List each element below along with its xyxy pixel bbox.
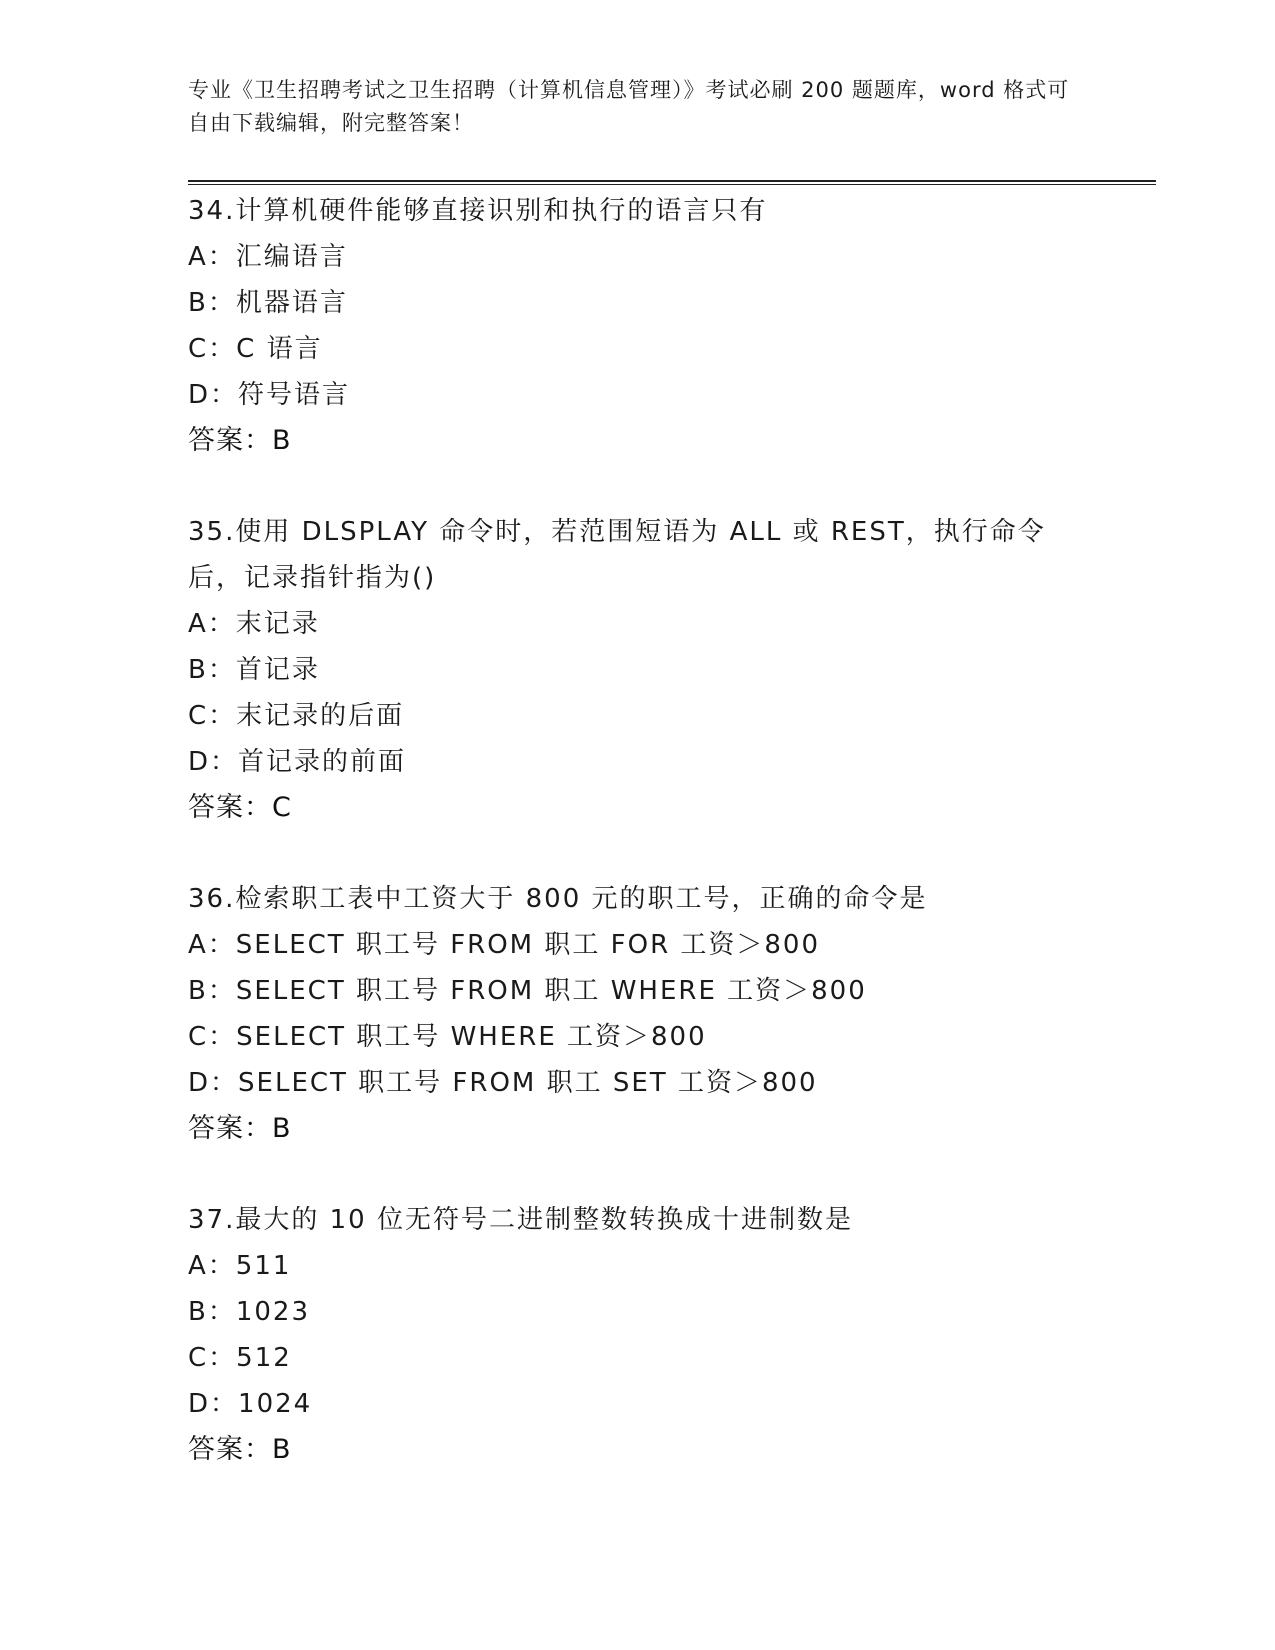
question-stem: 34.计算机硬件能够直接识别和执行的语言只有 bbox=[188, 196, 768, 226]
option-b: B：机器语言 bbox=[188, 288, 348, 318]
question-37 bbox=[188, 1197, 1088, 1473]
question-stem: 35.使用 DLSPLAY 命令时，若范围短语为 ALL 或 REST，执行命令后，记录指针指为() bbox=[188, 517, 1046, 593]
option-d: D：符号语言 bbox=[188, 380, 351, 410]
option-d: D：1024 bbox=[188, 1389, 313, 1419]
option-d: D：SELECT 职工号 FROM 职工 SET 工资＞800 bbox=[188, 1068, 818, 1098]
option-c: C：C 语言 bbox=[188, 334, 323, 364]
option-d: D：首记录的前面 bbox=[188, 747, 407, 777]
header-divider-thin bbox=[188, 184, 1156, 185]
answer-label: 答案：B bbox=[188, 1113, 292, 1144]
option-a: A：511 bbox=[188, 1251, 292, 1281]
question-35 bbox=[188, 509, 1088, 831]
option-a: A：汇编语言 bbox=[188, 242, 348, 272]
option-b: B：SELECT 职工号 FROM 职工 WHERE 工资＞800 bbox=[188, 976, 867, 1006]
option-b: B：1023 bbox=[188, 1297, 311, 1327]
option-a: A：末记录 bbox=[188, 609, 320, 639]
option-a: A：SELECT 职工号 FROM 职工 FOR 工资＞800 bbox=[188, 930, 821, 960]
document-header: 专业《卫生招聘考试之卫生招聘（计算机信息管理）》考试必刷 200 题题库，word 格式可自由下载编辑，附完整答案！ bbox=[188, 78, 1070, 135]
header-divider-thick bbox=[188, 180, 1156, 182]
question-stem: 36.检索职工表中工资大于 800 元的职工号，正确的命令是 bbox=[188, 884, 928, 914]
question-34 bbox=[188, 188, 1088, 464]
option-c: C：SELECT 职工号 WHERE 工资＞800 bbox=[188, 1022, 707, 1052]
question-stem: 37.最大的 10 位无符号二进制整数转换成十进制数是 bbox=[188, 1205, 853, 1235]
answer-label: 答案：B bbox=[188, 1434, 292, 1465]
question-list bbox=[188, 188, 1088, 1473]
answer-label: 答案：C bbox=[188, 792, 292, 823]
option-c: C：末记录的后面 bbox=[188, 701, 405, 731]
answer-label: 答案：B bbox=[188, 425, 292, 456]
option-b: B：首记录 bbox=[188, 655, 320, 685]
question-36 bbox=[188, 876, 1088, 1152]
option-c: C：512 bbox=[188, 1343, 292, 1373]
